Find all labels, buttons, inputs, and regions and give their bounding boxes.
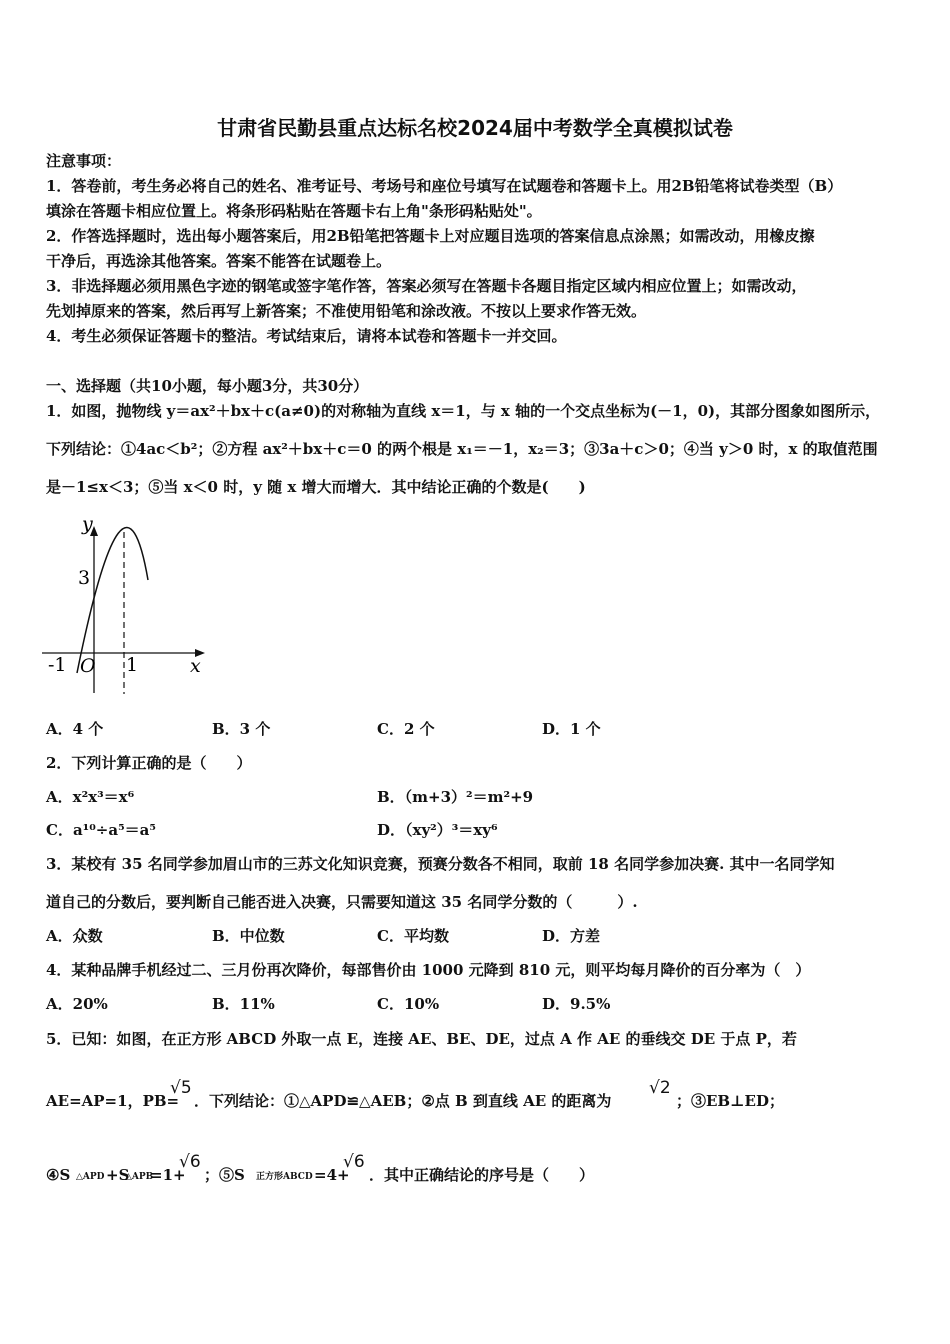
- sqrt6-radical: √6: [179, 1152, 201, 1172]
- q5-subscript: △APD: [76, 1172, 105, 1182]
- q1-option-b: B．3 个: [212, 720, 271, 738]
- notice-line: 干净后，再选涂其他答案。答案不能答在试题卷上。: [46, 252, 392, 270]
- notice-line: 4．考生必须保证答题卡的整洁。考试结束后，请将本试卷和答题卡一并交回。: [46, 327, 567, 345]
- q4-option-d: D．9.5%: [542, 995, 611, 1013]
- q5-text: +S: [106, 1166, 130, 1184]
- parabola-graph: [40, 508, 210, 698]
- notice-line: 2．作答选择题时，选出每小题答案后，用2B铅笔把答题卡上对应题目选项的答案信息点涂黑；如需改动，用橡皮擦: [46, 227, 815, 245]
- neg-one-label: -1: [48, 654, 67, 676]
- parabola-curve: [77, 527, 148, 673]
- q5-text: ④S: [46, 1166, 71, 1184]
- q4-option-a: A．20%: [46, 995, 108, 1013]
- q5-subscript: 正方形ABCD: [256, 1172, 313, 1182]
- sqrt2-radical: √2: [649, 1078, 671, 1098]
- q3-option-c: C．平均数: [377, 927, 449, 945]
- notice-line: 填涂在答题卡相应位置上。将条形码粘贴在答题卡右上角"条形码粘贴处"。: [46, 202, 542, 220]
- q3-option-d: D．方差: [542, 927, 601, 945]
- q5-text: ；③EB⊥ED；: [676, 1092, 784, 1110]
- q1-stem-line: 是－1≤x＜3；⑤当 x＜0 时，y 随 x 增大而增大．其中结论正确的个数是( ): [46, 478, 586, 496]
- q3-option-b: B．中位数: [212, 927, 285, 945]
- q1-stem-line: 1．如图，抛物线 y＝ax²＋bx＋c(a≠0)的对称轴为直线 x＝1，与 x 轴的一个交点坐标为(－1，0)，其部分图象如图所示，: [46, 402, 881, 420]
- sqrt5-radical: √5: [170, 1078, 192, 1098]
- q3-option-a: A．众数: [46, 927, 103, 945]
- q1-option-d: D．1 个: [542, 720, 601, 738]
- q3-stem-line: 3．某校有 35 名同学参加眉山市的三苏文化知识竞赛，预赛分数各不相同，取前 18 名同学参加决赛. 其中一名同学知: [46, 855, 835, 873]
- section-heading: 一、选择题（共10小题，每小题3分，共30分）: [46, 377, 369, 395]
- notice-line: 1．答卷前，考生务必将自己的姓名、准考证号、考场号和座位号填写在试题卷和答题卡上。用2B铅笔将试卷类型（B）: [46, 177, 843, 195]
- q2-option-a: A．x²x³＝x⁶: [46, 788, 135, 806]
- sqrt6-radical: √6: [343, 1152, 365, 1172]
- q2-stem: 2．下列计算正确的是（ ）: [46, 754, 252, 772]
- q1-option-a: A．4 个: [46, 720, 104, 738]
- page-title: 甘肃省民勤县重点达标名校2024届中考数学全真模拟试卷: [217, 116, 733, 140]
- x-axis-label: x: [190, 655, 201, 677]
- q5-text: =4+: [314, 1166, 350, 1184]
- q5-stem-line: 5．已知：如图，在正方形 ABCD 外取一点 E，连接 AE、BE、DE，过点 A 作 AE 的垂线交 DE 于点 P，若: [46, 1030, 797, 1048]
- notice-heading: 注意事项：: [46, 152, 122, 170]
- q4-option-c: C．10%: [377, 995, 440, 1013]
- q3-stem-line: 道自己的分数后，要判断自己能否进入决赛，只需要知道这 35 名同学分数的（ ）.: [46, 893, 638, 911]
- y-intercept-label: 3: [78, 567, 91, 589]
- q4-stem: 4．某种品牌手机经过二、三月份再次降价，每部售价由 1000 元降到 810 元，则平均每月降价的百分率为（ ）: [46, 961, 811, 979]
- q5-subscript: △APB: [125, 1172, 154, 1182]
- one-label: 1: [126, 654, 139, 676]
- notice-line: 先划掉原来的答案，然后再写上新答案；不准使用铅笔和涂改液。不按以上要求作答无效。: [46, 302, 647, 320]
- q2-option-c: C．a¹⁰÷a⁵＝a⁵: [46, 821, 156, 839]
- q4-option-b: B．11%: [212, 995, 275, 1013]
- y-axis-label: y: [82, 513, 93, 535]
- notice-line: 3．非选择题必须用黑色字迹的钢笔或签字笔作答，答案必须写在答题卡各题目指定区域内相应位置上；如需改动，: [46, 277, 807, 295]
- q5-text: ；⑤S: [204, 1166, 245, 1184]
- q2-option-b: B．（m+3）²＝m²+9: [377, 788, 534, 806]
- q2-option-d: D．（xy²）³＝xy⁶: [377, 821, 498, 839]
- q5-text: ．其中正确结论的序号是（ ）: [369, 1166, 595, 1184]
- q1-stem-line: 下列结论：①4ac＜b²；②方程 ax²＋bx＋c＝0 的两个根是 x₁＝－1，x₂＝3；③3a＋c＞0；④当 y＞0 时，x 的取值范围: [46, 440, 878, 458]
- q5-text: ．下列结论：①△APD≌△AEB；②点 B 到直线 AE 的距离为: [194, 1092, 612, 1110]
- q1-option-c: C．2 个: [377, 720, 435, 738]
- q5-text: AE=AP=1，PB=: [46, 1092, 180, 1110]
- origin-label: O: [80, 655, 96, 677]
- q5-text: =1+: [150, 1166, 186, 1184]
